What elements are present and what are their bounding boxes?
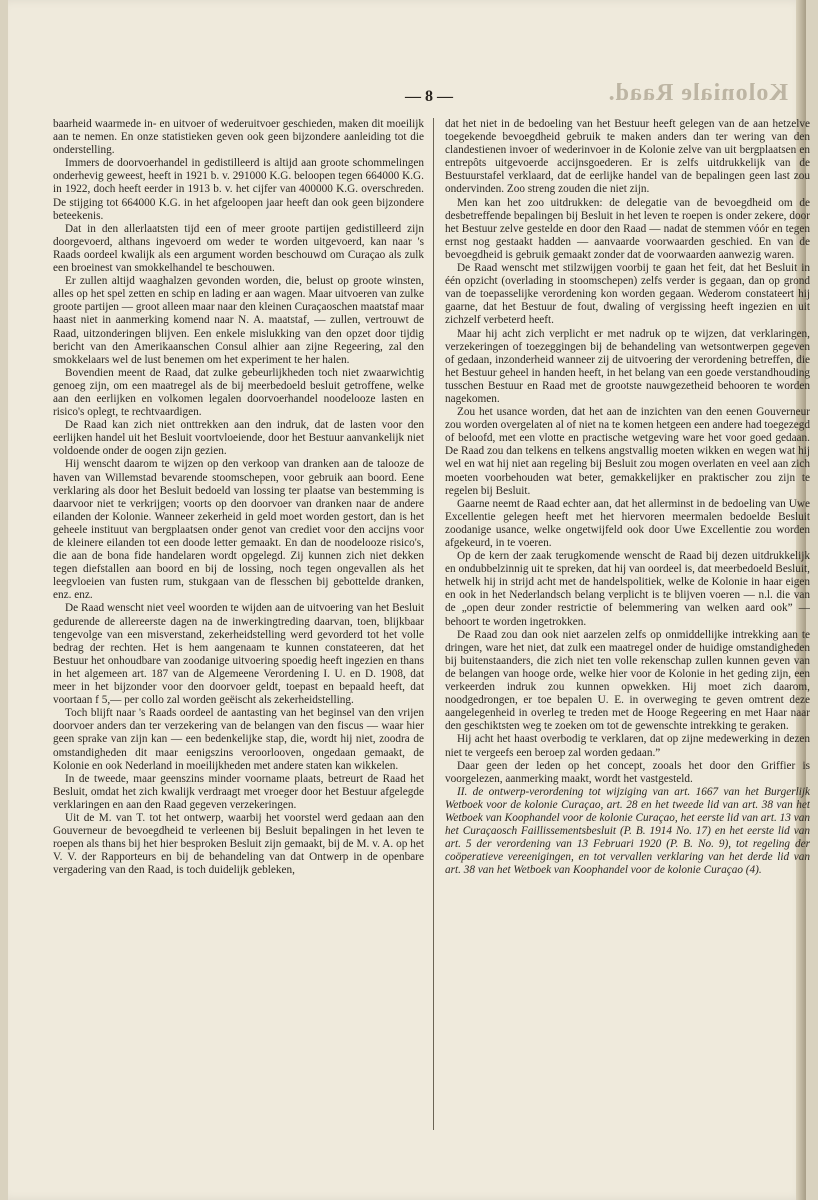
paragraph: Bovendien meent de Raad, dat zulke gebeurlijkheden toch niet zwaarwichtig genoeg zijn, om een maatregel als de bij meerbedoeld besluit getroffene, welke aan den eerlijken en volkomen legalen doorvoerhandel noodelooze lasten en risico's oplegt, te rechtvaardigen. — [53, 366, 424, 419]
paragraph: Er zullen altijd waaghalzen gevonden worden, die, belust op groote winsten, alles op het spel zetten en schip en lading er aan wagen. Maar uitvoeren van zulke groote partijen — groot alleen maar naar den kleinen Curaçaoschen maatstaf maar haast niet in aanmerking komend naar N. A. maatstaf, — zullen, vertrouwt de Raad, uitzonderingen blijven. Een enkele mislukking van den opzet door tijdig bericht van den Amerikaanschen Consul alhier aan zijne Regeering, zal den smokkelaars wel de lust benemen om het experiment te her halen. — [53, 275, 424, 366]
agenda-item-paragraph: II. de ontwerp-verordening tot wijziging van art. 1667 van het Burgerlijk Wetboek voor de kolonie Curaçao, art. 28 en het tweede lid van art. 38 van het Wetboek van Koophandel voor de kolonie Curaçao, het eerste lid van art. 13 van het Curaçaosch Faillissementsbesluit (P. B. 1914 No. 17) en het eerste lid van art. 5 der verordening van 13 Februari 1920 (P. B. No. 9), tot regeling der coöperatieve vereenigingen, en tot vervallen verklaring van het derde lid van art. 38 van het Wetboek van Koophandel voor de kolonie Curaçao (4). — [445, 785, 810, 877]
right-column — [445, 118, 810, 1138]
paragraph: De Raad kan zich niet onttrekken aan den indruk, dat de lasten voor den eerlijken handel uit het Besluit voortvloeiende, door het Bestuur aanvankelijk niet voldoende onder de oogen zijn gezien. — [53, 419, 424, 458]
paragraph: Zou het usance worden, dat het aan de inzichten van den eenen Gouverneur zou worden overgelaten al of niet na te komen hetgeen een andere had toegezegd of beloofd, met een vlotte en practische wetgeving ware het voor goed gedaan. De Raad zou dan telkens en telkens angstvallig moeten wikken en wegen wat hij wel en wat hij niet aan regeling bij Besluit zou mogen overlaten en veel aan zich moeten voorbehouden wat beter, gemakkelijker en praktischer zou zijn te regelen bij Besluit. — [445, 406, 810, 497]
paragraph: Immers de doorvoerhandel in gedistilleerd is altijd aan groote schommelingen onderhevig geweest, heeft in 1921 b. v. 291000 K.G. beloopen tegen 664000 K.G. in 1922, doch heeft eerder in 1913 b. v. het cijfer van 400000 K.G. overschreden. De stijging tot 664000 K.G. in het afgeloopen jaar heeft dan ook geen bijzondere beteekenis. — [53, 157, 424, 222]
left-column — [53, 118, 424, 1138]
paragraph: De Raad wenscht met stilzwijgen voorbij te gaan het feit, dat het Besluit in één opzicht (overlading in stoomschepen) zelfs verder is gegaan, dan op grond van de toepasselijke verordening kon worden gegaan. Wederom constateert hij gaarne, dat het Bestuur de fout, dwaling of vergissing heeft ingezien en uit zichzelf verbeterd heeft. — [445, 262, 810, 327]
paragraph: Daar geen der leden op het concept, zooals het door den Griffier is voorgelezen, aanmerking maakt, wordt het vastgesteld. — [445, 759, 810, 785]
page-number: — 8 — — [405, 88, 453, 105]
paragraph: Hij wenscht daarom te wijzen op den verkoop van dranken aan de talooze de haven van Willemstad bevarende stoomschepen, voor gebruik aan boord. Eene verklaring als door het Besluit bedoeld van lossing ter plaatse van bestemming is daarvoor niet te verkrijgen; voorts op den doorvoer van dranken naar de andere eilanden der Kolonie. Wanneer zekerheid in geld moet worden gestort, dan is het geheele instituut van bergplaatsen onder genot van crediet voor den accijns voor de kleinere eilanden tot een doode letter gemaakt. En dan de noodelooze risico's, die aan de bona fide handelaren wordt opgelegd. Zij kunnen zich niet dekken tegen diefstallen aan boord en bij de lossing, noch tegen ongevallen als het leegvloeien van fusten rum, stukgaan van de flesschen bij gebottelde dranken, enz. enz. — [53, 458, 424, 602]
paragraph: Toch blijft naar 's Raads oordeel de aantasting van het beginsel van den vrijen doorvoer anders dan ter verzekering van de belangen van den fiscus — waar hier geen sprake van zijn kan — een bedenkelijke stap, die, wordt hij niet, zoodra de omstandigheden dit maar eenigszins veroorlooven, ongedaan gemaakt, de Kolonie en ook Nederland in moeilijkheden met andere staten kan wikkelen. — [53, 707, 424, 772]
paragraph: dat het niet in de bedoeling van het Bestuur heeft gelegen van de aan hetzelve toegekende bevoegdheid gebruik te maken anders dan ter wering van den clandestienen invoer of wederinvoer in de Kolonie zelve van uit bergplaatsen en entrepôts uitgevoerde accijnsgoederen. Er is zelfs uitdrukkelijk van de Bestuurstafel verklaard, dat de eerlijke handel van de bepalingen geen last zou ondervinden. Zoo streng zouden die niet zijn. — [445, 118, 810, 196]
paragraph: De Raad zou dan ook niet aarzelen zelfs op onmiddellijke intrekking aan te dringen, ware het niet, dat zulk een maatregel onder de huidige omstandigheden bij buitenstaanders, die zich niet ten volle rekenschap zullen kunnen geven van de belangen van hooge orde, welke hier voor de Kolonie in het geding zijn, een verkeerden indruk zou kunnen opwekken. Hij moet zich daarom, noodgedrongen, er toe bepalen U. E. in overweging te geven omtrent deze aangelegenheid in overleg te treden met de Hooge Regeering en met Haar naar den geschiktsten weg te zoeken om tot de gewenschte intrekking te geraken. — [445, 628, 810, 733]
paragraph: Uit de M. van T. tot het ontwerp, waarbij het voorstel werd gedaan aan den Gouverneur de bevoegdheid te verleenen bij Besluit bepalingen in het leven te roepen als thans bij het hier besproken Besluit zijn gemaakt, bij de M. v. A. op het V. V. der Rapporteurs en bij de behandeling van dat Ontwerp in de openbare vergadering van den Raad, is toch duidelijk gebleken, — [53, 811, 424, 877]
column-divider — [433, 118, 434, 1130]
paragraph: Hij acht het haast overbodig te verklaren, dat op zijne medewerking in dezen niet te vergeefs een beroep zal worden gedaan.” — [445, 733, 810, 759]
paragraph: Dat in den allerlaatsten tijd een of meer groote partijen gedistilleerd zijn doorgevoerd, althans ingevoerd om weder te worden uitgevoerd, kan naar 's Raads oordeel kwalijk als een argument worden beschouwd om Curaçao als zulk een broeinest van smokkelhandel te beschouwen. — [53, 222, 424, 275]
paragraph: Men kan het zoo uitdrukken: de delegatie van de bevoegdheid om de desbetreffende bepalingen bij Besluit in het leven te roepen is onder zekere, door het Bestuur zelve gestelde en door den Raad — nadat de stemmen vóór en tegen ernst nog gestaakt hadden — aanvaarde voorwaarden geschied. En van de bevoegdheid is gebruik gemaakt zonder dat de voorwaarden aanwezig waren. — [445, 196, 810, 261]
bleed-through-heading: Koloniale Raad. — [607, 80, 788, 106]
paragraph: baarheid waarmede in- en uitvoer of wederuitvoer geschieden, maken dit moeilijk aan te nemen. En onze statistieken geven ook geen bijzondere aanleiding tot die onderstelling. — [53, 118, 424, 157]
paragraph: Gaarne neemt de Raad echter aan, dat het allerminst in de bedoeling van Uwe Excellentie gelegen heeft met het hiervoren meermalen bedoelde Besluit zoodanige usance, welke ongetwijfeld ook door Uwe Excellentie zou worden afgekeurd, in te voeren. — [445, 497, 810, 549]
paragraph: In de tweede, maar geenszins minder voorname plaats, betreurt de Raad het Besluit, omdat het zich kwalijk verdraagt met vroeger door het Bestuur afgelegde verklaringen en aan den Raad gegeven verzekeringen. — [53, 772, 424, 811]
paragraph: Op de kern der zaak terugkomende wenscht de Raad bij dezen uitdrukkelijk en ondubbelzinnig uit te spreken, dat hij van oordeel is, dat meerbedoeld Besluit, hetwelk hij in strijd acht met de handelspolitiek, welke de Kolonie in haar eigen en ook in het Nederlandsch belang verplicht is te blijven voeren — n.l. die van de „open deur zonder restrictie of belemmering van welken aard ook” — behoort te worden ingetrokken. — [445, 550, 810, 628]
paragraph: De Raad wenscht niet veel woorden te wijden aan de uitvoering van het Besluit gedurende de allereerste dagen na de inwerkingtreding daarvan, toen, blijkbaar tengevolge van een misverstand, zekerheidstelling werd gevorderd tot het volle bedrag der rechten. Het is hem aangenaam te kunnen constateeren, dat het Bestuur het onhoudbare van zoodanige uitvoering spoedig heeft ingezien en thans in het algemeen art. 187 van de Algemeene Verordening I. U. en D. 1908, dat meer in het bijzonder voor den doorvoer geldt, toepast en bepaald heeft, dat voortaan f 5,— per collo zal worden geëischt als zekerheidstelling. — [53, 602, 424, 707]
paragraph: Maar hij acht zich verplicht er met nadruk op te wijzen, dat verklaringen, verzekeringen of toezeggingen bij de behandeling van wetsontwerpen gegeven of gedaan, inzonderheid wanneer zij de uitvoering der verordening betreffen, die het Bestuur geheel in handen heeft, in het belang van een goede verstandhouding tusschen Bestuur en Raad met de grootste nauwgezetheid behooren te worden nagekomen. — [445, 327, 810, 405]
